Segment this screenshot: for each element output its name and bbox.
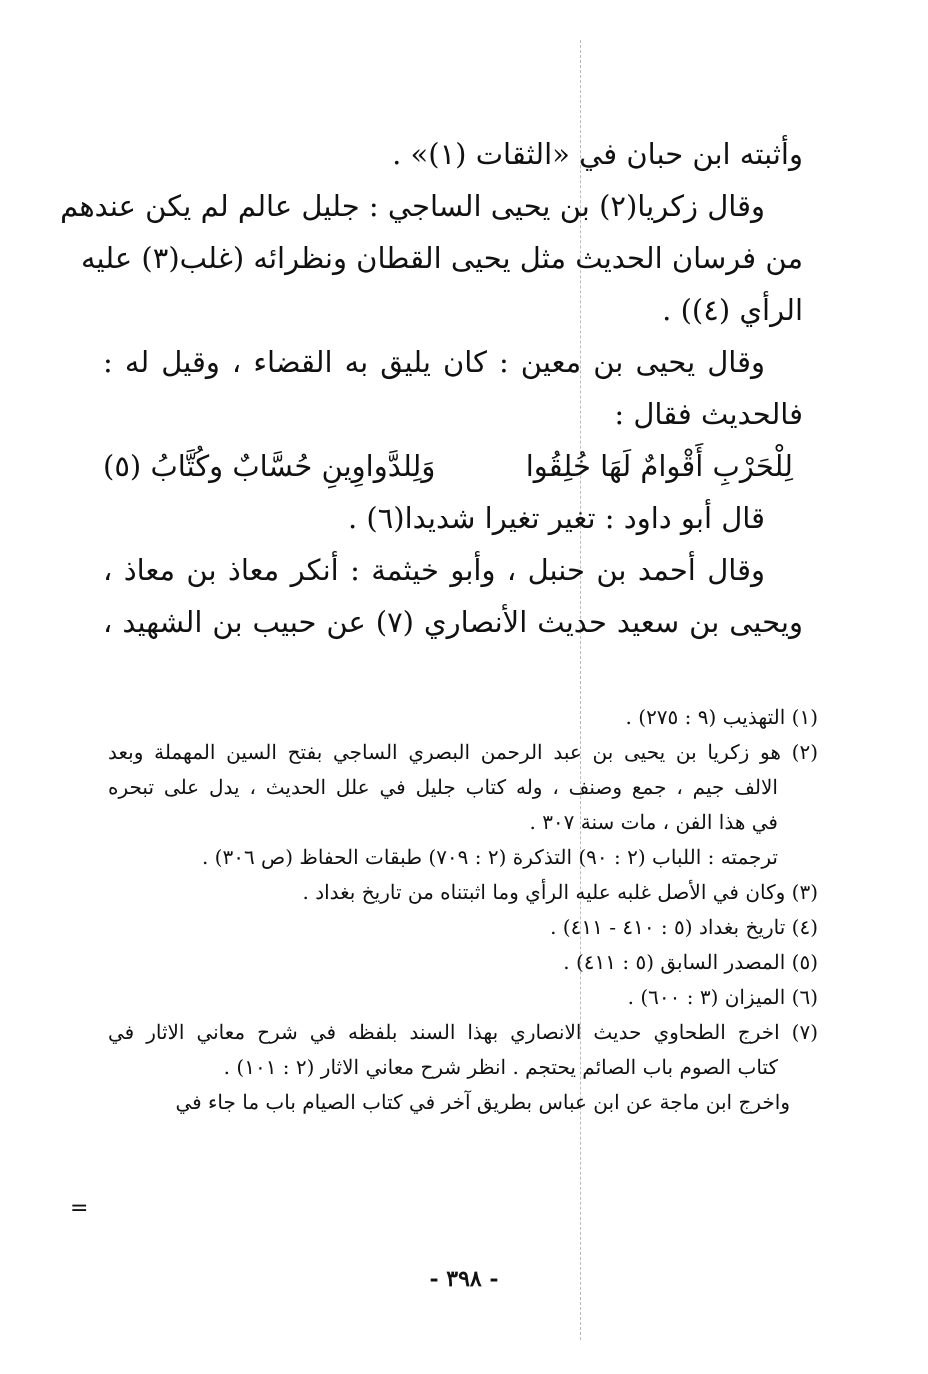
main-line-8: وقال أحمد بن حنبل ، وأبو خيثمة : أنكر معاذ بن معاذ ، [103,553,765,587]
footnote-2-line-3: في هذا الفن ، مات سنة ٣٠٧ . [529,810,778,834]
footnote-separator [113,690,803,691]
footnote-continuation-mark: = [70,1196,89,1221]
main-text-block [60,128,803,648]
verse-hemistich-2: وَلِلدَّواوِينِ حُسَّابٌ وكُتَّابُ (٥) [103,449,436,483]
footnote-6: (٦) الميزان (٣ : ٦٠٠) . [627,985,818,1009]
footnote-2-line-2: الالف جيم ، جمع وصنف ، وله كتاب جليل في علل الحديث ، يدل على تبحره [108,775,778,799]
verse-hemistich-1: لِلْحَرْبِ أَقْوامٌ لَهَا خُلِقُوا [525,449,793,483]
footnote-2-line-1: (٢) هو زكريا بن يحيى بن عبد الرحمن البصري الساجي بفتح السين المهملة وبعد [108,740,818,764]
footnotes-block [108,700,818,1120]
footnote-3: (٣) وكان في الأصل غلبه عليه الرأي وما اثبتناه من تاريخ بغداد . [302,880,818,904]
main-line-7: قال أبو داود : تغير تغيرا شديدا(٦) . [347,501,765,535]
footnote-4: (٤) تاريخ بغداد (٥ : ٤١٠ - ٤١١) . [550,915,818,939]
footnote-7-line-3: واخرج ابن ماجة عن ابن عباس بطريق آخر في كتاب الصيام باب ما جاء في [175,1090,790,1114]
main-line-4: الرأي (٤)) . [662,293,803,327]
main-line-9: ويحيى بن سعيد حديث الأنصاري (٧) عن حبيب بن الشهيد ، [103,605,803,639]
poetry-verse [103,440,803,492]
footnote-5: (٥) المصدر السابق (٥ : ٤١١) . [563,950,818,974]
main-line-6: فالحديث فقال : [614,397,803,431]
footnote-7-line-1: (٧) اخرج الطحاوي حديث الانصاري بهذا السند بلفظه في شرح معاني الاثار في [108,1020,818,1044]
footnote-2-line-4: ترجمته : اللباب (٢ : ٩٠) التذكرة (٢ : ٧٠٩) طبقات الحفاظ (ص ٣٠٦) . [201,845,778,869]
footnote-1: (١) التهذيب (٩ : ٢٧٥) . [625,705,818,729]
footnote-7-line-2: كتاب الصوم باب الصائم يحتجم . انظر شرح معاني الاثار (٢ : ١٠١) . [223,1055,778,1079]
main-line-2: وقال زكريا(٢) بن يحيى الساجي : جليل عالم لم يكن عندهم [60,189,765,223]
main-line-5: وقال يحيى بن معين : كان يليق به القضاء ، وقيل له : [103,345,765,379]
main-line-1: وأثبته ابن حبان في «الثقات (١)» . [392,137,803,171]
page-number: - ٣٩٨ - [429,1266,499,1292]
main-line-3: من فرسان الحديث مثل يحيى القطان ونظرائه (غلب(٣) عليه [80,241,803,275]
